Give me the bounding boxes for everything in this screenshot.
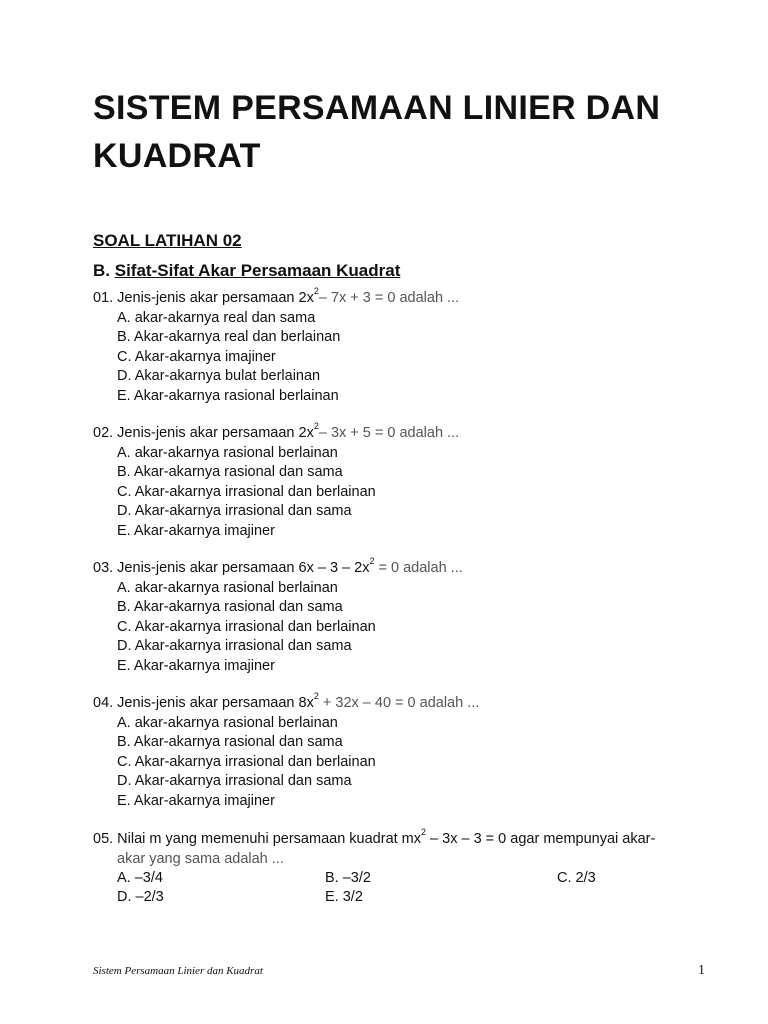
option-c: C. Akar-akarnya imajiner [117,348,276,365]
stem-text-end: – 3x – 3 = 0 agar mempunyai akar- [426,831,656,847]
option-b: B. Akar-akarnya real dan berlainan [117,329,341,345]
question-stem-continuation: akar yang sama adalah ... [117,850,284,867]
question-02 [93,421,460,541]
question-03 [93,556,463,676]
option-b: B. Akar-akarnya rasional dan sama [117,599,343,615]
stem-text-end: = 0 adalah ... [374,560,463,576]
question-stem [93,421,460,444]
page-title: SISTEM PERSAMAAN LINIER DAN KUADRAT [93,89,661,175]
stem-text: 05. Nilai m yang memenuhi persamaan kuadrat mx [93,831,422,847]
question-stem [93,286,460,309]
option-a: A. akar-akarnya real dan sama [117,309,316,326]
stem-text: 04. Jenis-jenis akar persamaan 8x [93,695,314,711]
page-number: 1 [698,963,705,978]
section-heading: SOAL LATIHAN 02 [93,231,242,250]
stem-text: 03. Jenis-jenis akar persamaan 6x – 3 – 2x [93,560,370,576]
stem-text: 01. Jenis-jenis akar persamaan 2x [93,290,314,306]
question-05 [93,827,656,869]
question-01 [93,286,460,406]
stem-text-end: – 7x + 3 = 0 adalah ... [318,290,460,306]
option-e: E. Akar-akarnya imajiner [117,792,275,809]
option-a: A. –3/4 [117,870,163,886]
footer-title: Sistem Persamaan Linier dan Kuadrat [93,965,263,977]
option-c: C. Akar-akarnya irrasional dan berlainan [117,483,376,500]
exponent: 2 [313,286,319,297]
option-a: A. akar-akarnya rasional berlainan [117,444,338,461]
option-d: D. Akar-akarnya bulat berlainan [117,368,321,384]
stem-text-end: + 32x – 40 = 0 adalah ... [318,695,480,711]
stem-text-end: – 3x + 5 = 0 adalah ... [318,425,460,441]
option-e: E. Akar-akarnya rasional berlainan [117,387,339,404]
question-04 [93,691,480,811]
option-d: D. –2/3 [117,889,164,905]
option-a: A. akar-akarnya rasional berlainan [117,714,338,731]
stem-text: 02. Jenis-jenis akar persamaan 2x [93,425,314,441]
exponent: 2 [313,691,319,702]
question-stem [93,691,480,714]
question-stem [93,827,656,850]
option-b: B. –3/2 [325,870,371,886]
subsection-heading [93,261,400,281]
option-d: D. Akar-akarnya irrasional dan sama [117,773,352,789]
option-e: E. Akar-akarnya imajiner [117,522,275,539]
option-c: C. Akar-akarnya irrasional dan berlainan [117,753,376,770]
option-c: C. Akar-akarnya irrasional dan berlainan [117,618,376,635]
exponent: 2 [369,556,375,567]
option-e: E. Akar-akarnya imajiner [117,657,275,674]
option-a: A. akar-akarnya rasional berlainan [117,579,338,596]
option-c: C. 2/3 [557,870,596,886]
option-b: B. Akar-akarnya rasional dan sama [117,464,343,480]
exponent: 2 [313,421,319,432]
question-stem [93,556,463,579]
option-e: E. 3/2 [325,889,363,905]
option-d: D. Akar-akarnya irrasional dan sama [117,638,352,654]
subsection-label: B. [93,261,110,280]
exponent: 2 [421,827,427,838]
option-b: B. Akar-akarnya rasional dan sama [117,734,343,750]
option-d: D. Akar-akarnya irrasional dan sama [117,503,352,519]
subsection-title: Sifat-Sifat Akar Persamaan Kuadrat [114,261,401,280]
